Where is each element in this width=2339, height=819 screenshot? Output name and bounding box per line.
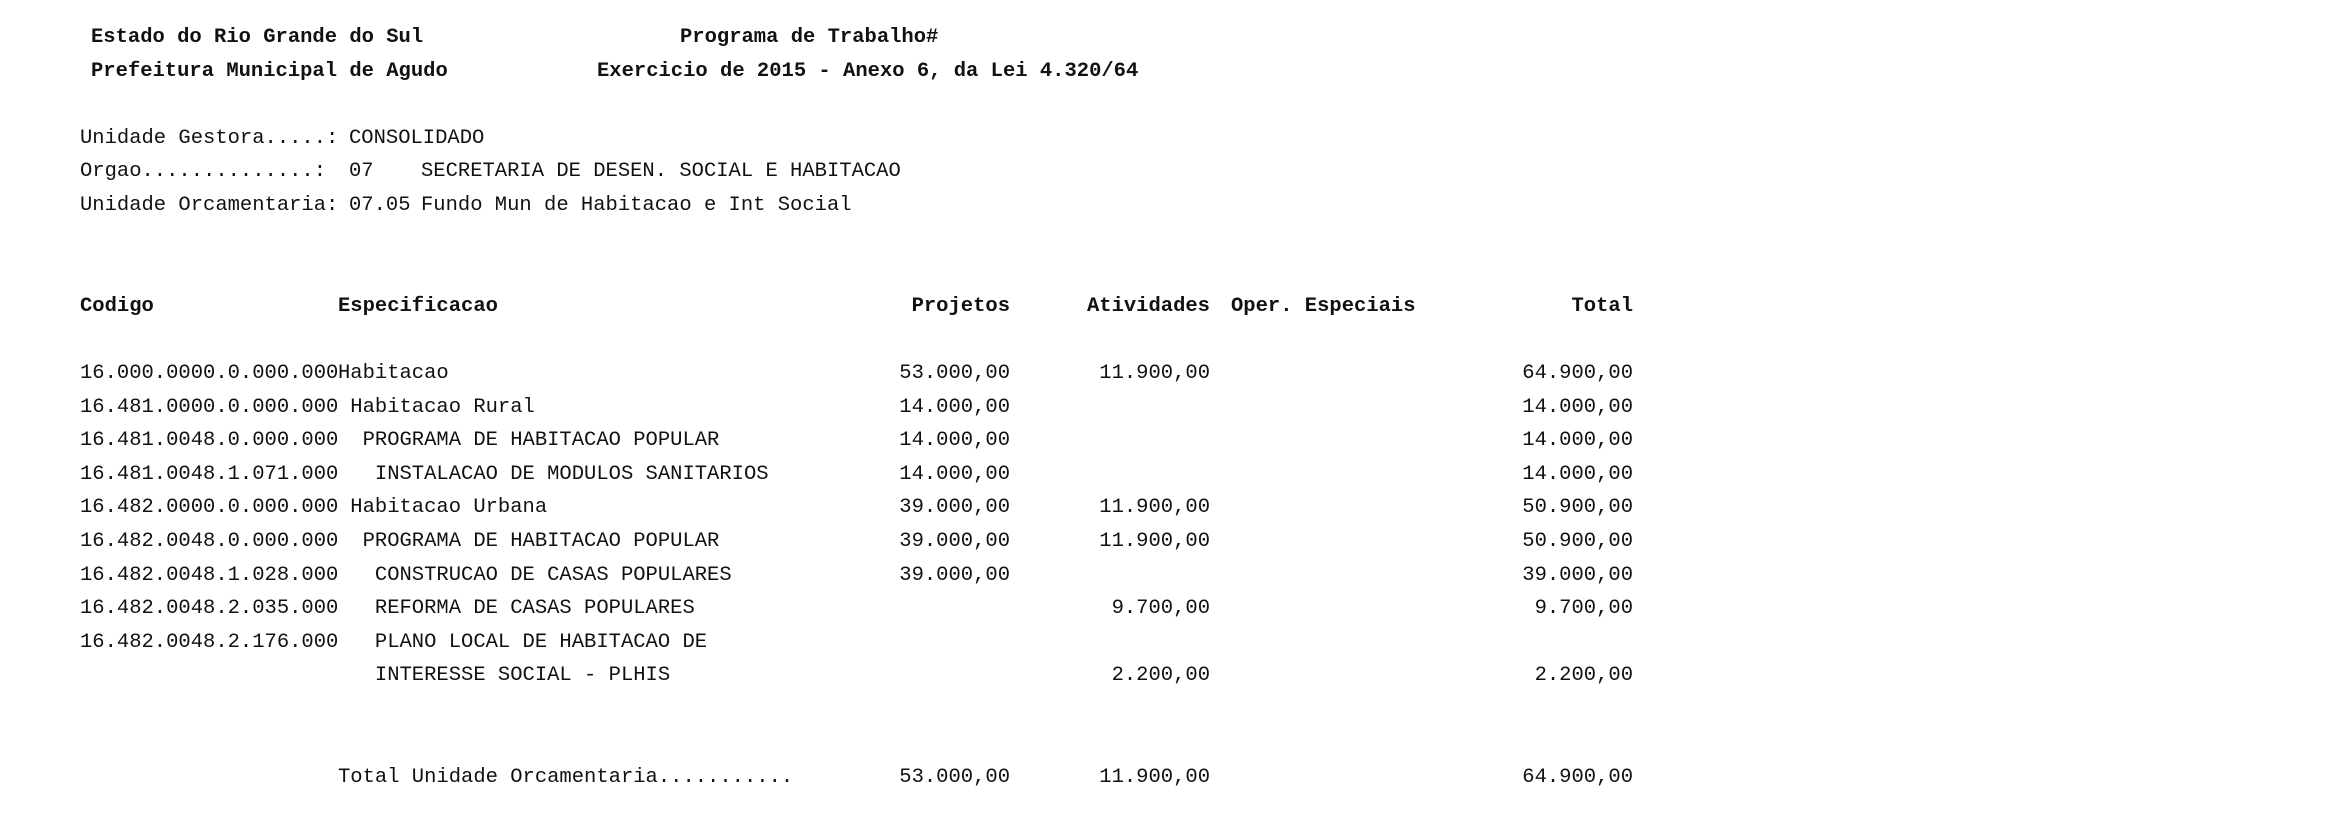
- row-especificacao: PLANO LOCAL DE HABITACAO DE: [338, 631, 708, 654]
- row-total: 14.000,00: [1522, 429, 1633, 452]
- total-atividades: 11.900,00: [1099, 766, 1210, 789]
- col-header-total: Total: [1571, 295, 1633, 318]
- row-codigo: 16.481.0000.0.000.000: [80, 396, 339, 419]
- total-projetos: 53.000,00: [899, 766, 1010, 789]
- row-projetos: 39.000,00: [899, 530, 1010, 553]
- row-especificacao: PROGRAMA DE HABITACAO POPULAR: [338, 429, 720, 452]
- program-title: Programa de Trabalho#: [680, 26, 939, 49]
- row-projetos: 53.000,00: [899, 362, 1010, 385]
- row-projetos: 39.000,00: [899, 496, 1010, 519]
- orgao-code: 07: [349, 160, 374, 183]
- row-codigo: 16.481.0048.0.000.000: [80, 429, 339, 452]
- row-total: 9.700,00: [1534, 597, 1633, 620]
- row-total: 50.900,00: [1522, 496, 1633, 519]
- row-especificacao: Habitacao Rural: [338, 396, 535, 419]
- row-codigo: 16.482.0048.0.000.000: [80, 530, 339, 553]
- row-atividades: 11.900,00: [1099, 496, 1210, 519]
- unidade-orcamentaria-name: Fundo Mun de Habitacao e Int Social: [421, 194, 852, 217]
- unidade-orcamentaria-label: Unidade Orcamentaria:: [80, 194, 339, 217]
- row-total: 14.000,00: [1522, 463, 1633, 486]
- row-especificacao: INTERESSE SOCIAL - PLHIS: [338, 664, 671, 687]
- total-label: Total Unidade Orcamentaria...........: [338, 766, 794, 789]
- row-especificacao: PROGRAMA DE HABITACAO POPULAR: [338, 530, 720, 553]
- orgao-name: SECRETARIA DE DESEN. SOCIAL E HABITACAO: [421, 160, 901, 183]
- row-codigo: 16.000.0000.0.000.000: [80, 362, 339, 385]
- unidade-gestora-value: CONSOLIDADO: [349, 127, 485, 150]
- row-projetos: 39.000,00: [899, 564, 1010, 587]
- unidade-gestora-label: Unidade Gestora.....:: [80, 127, 339, 150]
- col-header-projetos: Projetos: [911, 295, 1010, 318]
- row-projetos: 14.000,00: [899, 463, 1010, 486]
- row-total: 64.900,00: [1522, 362, 1633, 385]
- unidade-orcamentaria-code: 07.05: [349, 194, 411, 217]
- row-total: 14.000,00: [1522, 396, 1633, 419]
- row-total: 50.900,00: [1522, 530, 1633, 553]
- row-atividades: 11.900,00: [1099, 530, 1210, 553]
- col-header-atividades: Atividades: [1086, 295, 1210, 318]
- orgao-label: Orgao..............:: [80, 160, 327, 183]
- col-header-oper-especiais: Oper. Especiais: [1231, 295, 1416, 318]
- row-especificacao: INSTALACAO DE MODULOS SANITARIOS: [338, 463, 769, 486]
- col-header-especificacao: Especificacao: [338, 295, 498, 318]
- row-projetos: 14.000,00: [899, 396, 1010, 419]
- row-atividades: 9.700,00: [1111, 597, 1210, 620]
- row-codigo: 16.482.0000.0.000.000: [80, 496, 339, 519]
- municipality-name: Prefeitura Municipal de Agudo: [91, 60, 448, 83]
- row-codigo: 16.481.0048.1.071.000: [80, 463, 339, 486]
- state-name: Estado do Rio Grande do Sul: [91, 26, 424, 49]
- row-codigo: 16.482.0048.2.176.000: [80, 631, 339, 654]
- row-especificacao: CONSTRUCAO DE CASAS POPULARES: [338, 564, 732, 587]
- row-atividades: 2.200,00: [1111, 664, 1210, 687]
- row-especificacao: REFORMA DE CASAS POPULARES: [338, 597, 695, 620]
- row-atividades: 11.900,00: [1099, 362, 1210, 385]
- total-total: 64.900,00: [1522, 766, 1633, 789]
- row-especificacao: Habitacao: [338, 362, 449, 385]
- row-projetos: 14.000,00: [899, 429, 1010, 452]
- exercise-title: Exercicio de 2015 - Anexo 6, da Lei 4.320/64: [597, 60, 1139, 83]
- row-codigo: 16.482.0048.2.035.000: [80, 597, 339, 620]
- row-codigo: 16.482.0048.1.028.000: [80, 564, 339, 587]
- row-total: 39.000,00: [1522, 564, 1633, 587]
- row-total: 2.200,00: [1534, 664, 1633, 687]
- row-especificacao: Habitacao Urbana: [338, 496, 548, 519]
- col-header-codigo: Codigo: [80, 295, 154, 318]
